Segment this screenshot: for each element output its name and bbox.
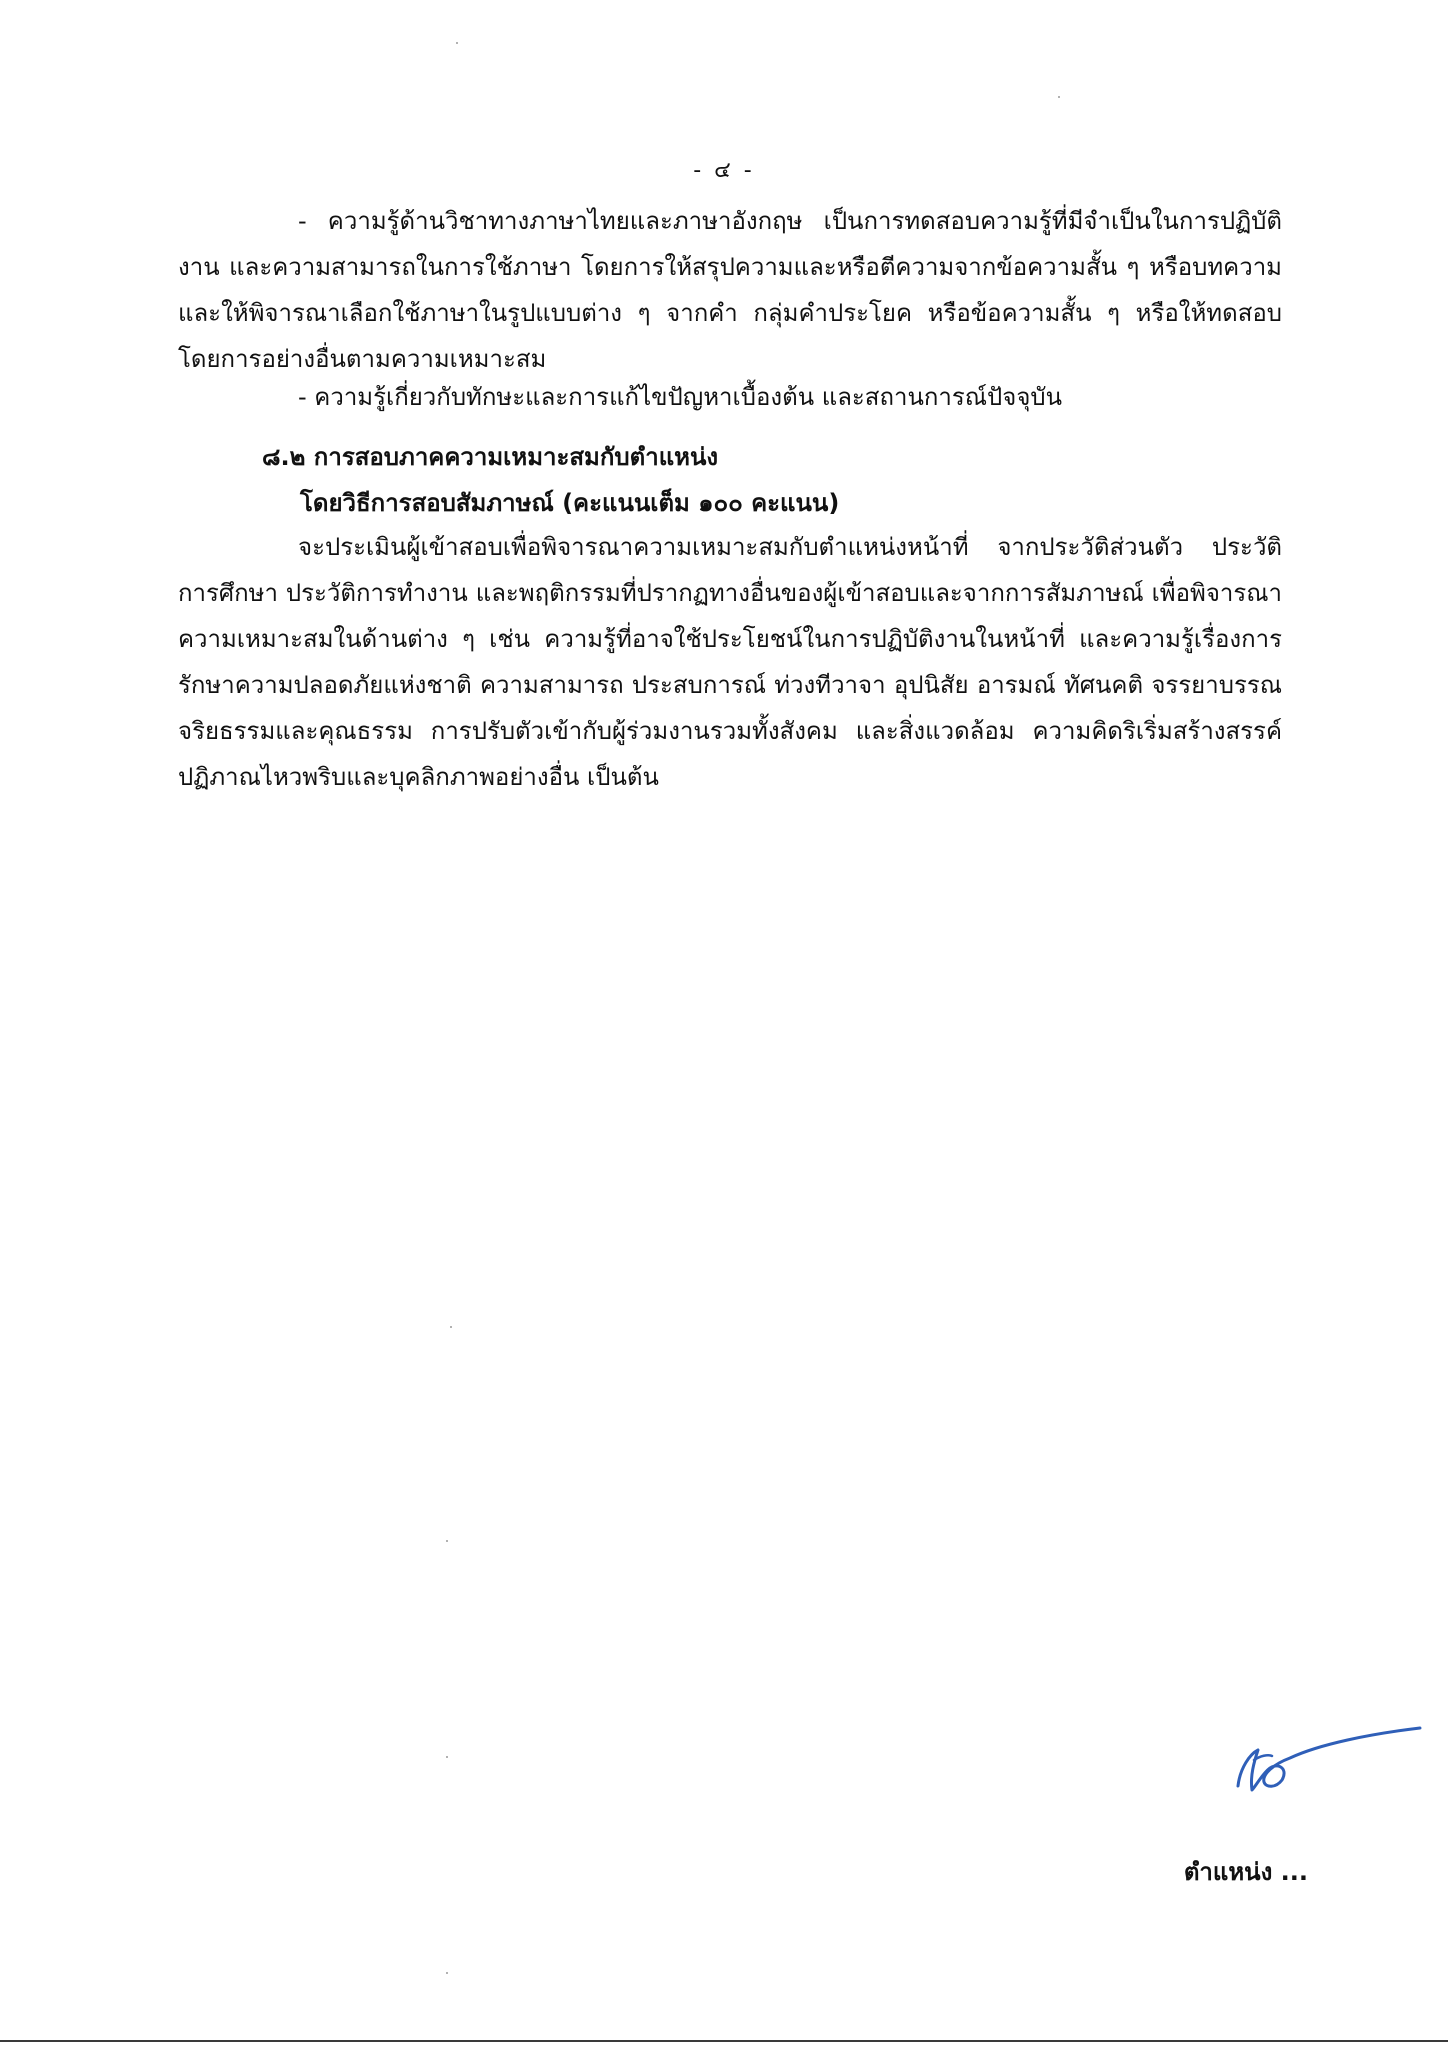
section-heading: ๘.๒ การสอบภาคความเหมาะสมกับตำแหน่ง — [262, 443, 719, 471]
scan-speck — [1058, 96, 1060, 98]
page-edge-line — [0, 2040, 1448, 2042]
scan-speck — [456, 42, 458, 44]
page-number: - ๔ - — [693, 158, 755, 183]
signature-image — [1210, 1690, 1430, 1810]
scan-speck — [446, 1972, 448, 1974]
paragraph-interview-criteria: จะประเมินผู้เข้าสอบเพื่อพิจารณาความเหมาะสมกับตำแหน่งหน้าที่ จากประวัติส่วนตัว ประวัติ การศึกษา ประวัติการทำงาน และพฤติกรรมที่ปรากฏทางอื่นของผู้เข้าสอบและจากการสัมภาษณ์ เพื่อพิจารณาความเหมาะสมในด้านต่าง ๆ เช่น ความรู้ที่อาจใช้ประโยชน์ในการปฏิบัติงานในหน้าที่ และความรู้เรื่องการรักษาความปลอดภัยแห่งชาติ ความสามารถ ประสบการณ์ ท่วงทีวาจา อุปนิสัย อารมณ์ ทัศนคติ จรรยาบรรณ จริยธรรมและคุณธรรม การปรับตัวเข้ากับผู้ร่วมงานรวมทั้งสังคม และสิ่งแวดล้อม ความคิดริเริ่มสร้างสรรค์ ปฏิภาณไหวพริบและบุคลิกภาพอย่างอื่น เป็นต้น — [178, 533, 1282, 791]
scan-speck — [446, 1756, 448, 1758]
scan-speck — [450, 1326, 452, 1328]
section-subheading: โดยวิธีการสอบสัมภาษณ์ (คะแนนเต็ม ๑๐๐ คะแนน) — [300, 489, 840, 517]
continuation-marker: ตำแหน่ง ... — [1183, 1858, 1308, 1886]
scan-speck — [446, 1540, 448, 1542]
paragraph-problem-solving: - ความรู้เกี่ยวกับทักษะและการแก้ไขปัญหาเบื้องต้น และสถานการณ์ปัจจุบัน — [298, 383, 1063, 411]
paragraph-language-knowledge: - ความรู้ด้านวิชาทางภาษาไทยและภาษาอังกฤษ เป็นการทดสอบความรู้ที่มีจำเป็นในการปฏิบัติงาน และความสามารถในการใช้ภาษา โดยการให้สรุปความและหรือตีความจากข้อความสั้น ๆ หรือบทความ และให้พิจารณาเลือกใช้ภาษาในรูปแบบต่าง ๆ จากคำ กลุ่มคำประโยค หรือข้อความสั้น ๆ หรือให้ทดสอบ โดยการอย่างอื่นตามความเหมาะสม — [178, 207, 1282, 373]
